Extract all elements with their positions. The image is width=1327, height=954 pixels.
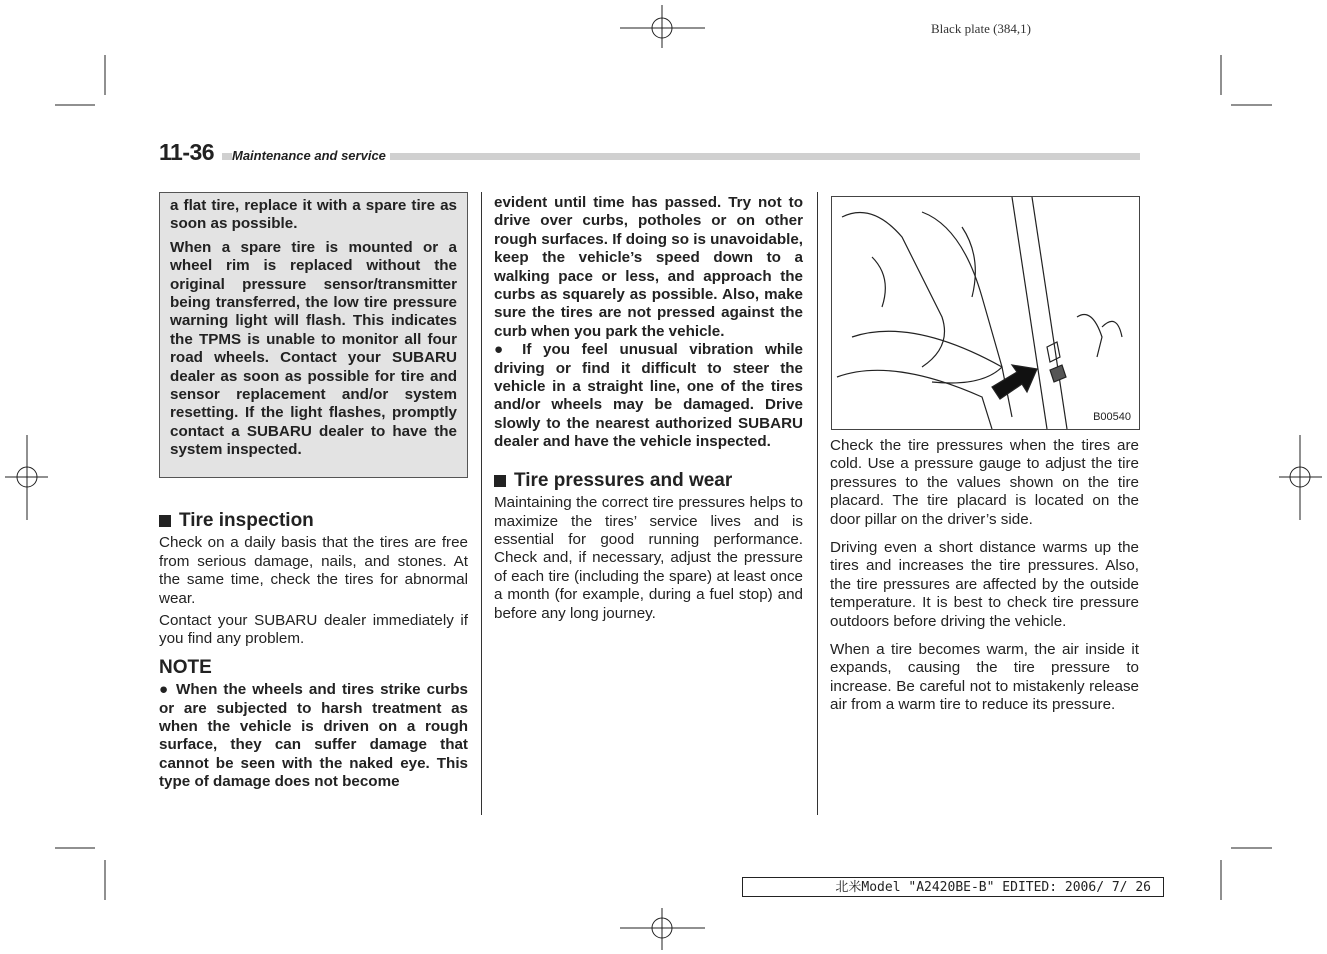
box-paragraph: When a spare tire is mounted or a wheel rim is replaced without the original pressure sensor/transmitter being transferred, the low tire pressure warning light will flash. This indicates the TPMS is unable to monitor all four road wheels. Contact your SUBARU dealer as soon as possible for tire and sensor replacement and/or system resetting. If the light flashes, promptly contact a SUBARU dealer to have the system inspected. — [170, 238, 457, 459]
box-paragraph: a flat tire, replace it with a spare tire as soon as possible. — [170, 197, 457, 233]
section-title: Maintenance and service — [232, 148, 390, 163]
column-2 — [494, 194, 803, 627]
heading-text: Tire inspection — [179, 510, 314, 531]
square-bullet-icon — [159, 515, 171, 527]
note-text: ● If you feel unusual vibration while driving or find it difficult to steer the vehicle in a straight line, one of the tires and/or wheels may be damaged. Drive slowly to the nearest authorized SUBARU dealer and have the vehicle inspected. — [494, 341, 803, 451]
heading-tire-inspection — [159, 512, 468, 530]
heading-tire-pressures — [494, 469, 803, 491]
paragraph: When a tire becomes warm, the air inside it expands, causing the tire pressure to increase. Be careful not to mistakenly release air from a warm tire to reduce its pressure. — [830, 641, 1139, 714]
column-3 — [830, 437, 1139, 719]
seat-illustration — [832, 197, 1139, 429]
paragraph: Check the tire pressures when the tires are cold. Use a pressure gauge to adjust the tire pressures to the values shown on the tire placard. The tire placard is located on the door pillar on the driver’s side. — [830, 437, 1139, 528]
note-heading: NOTE — [159, 656, 212, 678]
column-1 — [159, 512, 468, 796]
warning-box — [159, 192, 468, 478]
tire-placard-figure — [831, 196, 1140, 430]
paragraph: Contact your SUBARU dealer immediately if you find any problem. — [159, 612, 468, 648]
note-text: ● When the wheels and tires strike curbs or are subjected to harsh treatment as when the vehicle is driven on a rough surface, they can suffer damage that cannot be seen with the naked eye. This type of damage does not become — [159, 681, 468, 791]
page-number: 11-36 — [159, 139, 222, 166]
paragraph: Driving even a short distance warms up the tires and increases the tire pressures. Also, the tire pressures are affected by the outside temperature. It is best to check tire pressure outdoors before driving the vehicle. — [830, 539, 1139, 630]
square-bullet-icon — [494, 475, 506, 487]
column-divider — [481, 192, 482, 815]
edit-footer: 北米Model "A2420BE-B" EDITED: 2006/ 7/ 26 — [742, 877, 1164, 897]
paragraph: Maintaining the correct tire pressures helps to maximize the tires’ service lives and is essential for good running performance. Check and, if necessary, adjust the pressure of each tire (including the spare) at least once a month (for example, during a fuel stop) and before any long journey. — [494, 494, 803, 622]
plate-label: Black plate (384,1) — [931, 21, 1031, 36]
heading-text: Tire pressures and wear — [514, 469, 733, 491]
column-divider — [817, 192, 818, 815]
figure-label: B00540 — [1093, 411, 1131, 423]
paragraph: Check on a daily basis that the tires are free from serious damage, nails, and stones. At the same time, check the tires for abnormal wear. — [159, 534, 468, 607]
note-text: evident until time has passed. Try not to drive over curbs, potholes or on other rough surfaces. If doing so is unavoidable, keep the vehicle’s speed down to a walking pace or less, and approach the curbs as squarely as possible. Also, make sure the tires are not pressed against the curb when you park the vehicle. — [494, 194, 803, 340]
